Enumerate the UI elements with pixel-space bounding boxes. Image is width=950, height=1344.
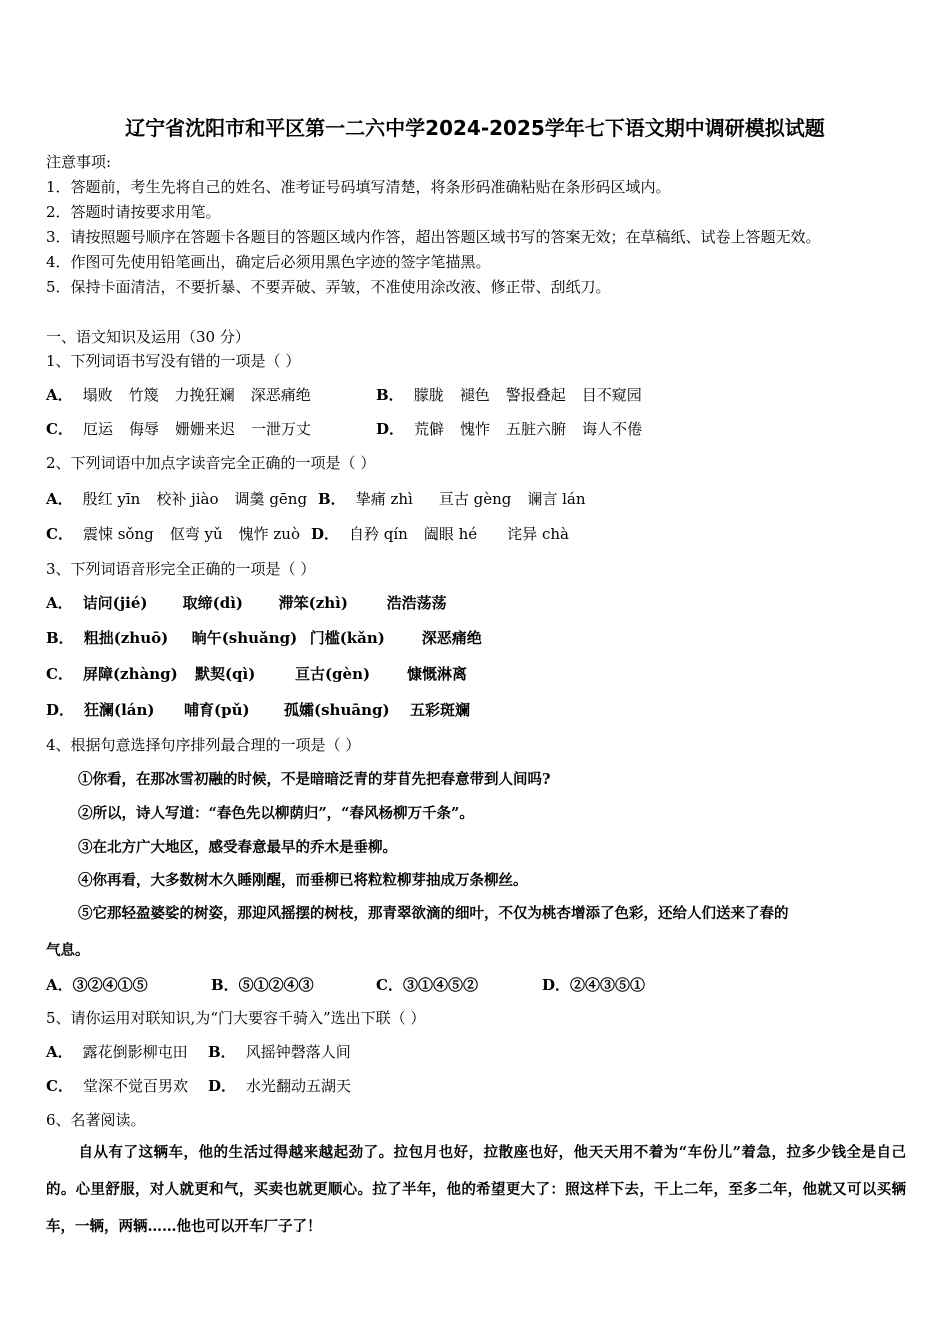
- question-2-stem: 2、下列词语中加点字读音完全正确的一项是（ ）: [46, 454, 376, 472]
- option-key: B．: [46, 629, 74, 647]
- option-key: D．: [376, 420, 405, 438]
- option-word: 塌败: [82, 386, 113, 404]
- option-word: 孤孀(shuāng): [284, 701, 390, 719]
- option-word: 校补 jiào: [156, 490, 219, 508]
- option-key: A．: [46, 1043, 73, 1061]
- passage-text: 自从有了这辆车，他的生活过得越来越起劲了。拉包月也好，拉散座也好，他天天用不着为“车份儿”着急，拉多少钱全是自己的。心里舒服，对人就更和气，买卖也就更顺心。拉了半年，他的希望更大了：照这样下去，干上二年，至多二年，他就又可以买辆车，一辆，两辆……他也可以开车厂子了！: [46, 1144, 906, 1235]
- option-word: 屏障(zhàng): [82, 665, 178, 683]
- sentence-4: ④你再看，大多数树木久睡刚醒，而垂柳已将粒粒柳芽抽成万条柳丝。: [78, 872, 528, 889]
- option-word: 谰言 lán: [527, 490, 586, 508]
- option-word: 调羹 gēng: [234, 490, 308, 508]
- option-text: 水光翻动五湖天: [246, 1077, 352, 1095]
- question-3-stem: 3、下列词语音形完全正确的一项是（ ）: [46, 560, 316, 578]
- option-text: 风摇钟磬落人间: [245, 1043, 351, 1061]
- option-word: 诲人不倦: [582, 420, 643, 438]
- option-key: D．: [46, 701, 75, 719]
- sentence-5-continued: 气息。: [46, 942, 90, 959]
- question-1-option-a: [46, 385, 327, 405]
- option-word: 姗姗来迟: [174, 420, 235, 438]
- question-5-option-b: [208, 1042, 351, 1062]
- option-word: 褪色: [459, 386, 490, 404]
- question-4-stem: 4、根据句意选择句序排列最合理的一项是（ ）: [46, 736, 361, 754]
- option-key: C．: [46, 665, 73, 683]
- notice-heading: 注意事项:: [46, 153, 112, 171]
- sentence-3: ③在北方广大地区，感受春意最早的乔木是垂柳。: [78, 839, 397, 856]
- notice-item: 3．请按照题号顺序在答题卡各题目的答题区域内作答，超出答题区域书写的答案无效；在草稿纸、试卷上答题无效。: [46, 228, 821, 246]
- question-1-option-b: [376, 385, 658, 405]
- reading-passage: [46, 1134, 906, 1245]
- notice-item: 5．保持卡面清洁，不要折暴、不要弄破、弄皱，不准使用涂改液、修正带、刮纸刀。: [46, 278, 611, 296]
- option-word: 默契(qì): [194, 665, 256, 683]
- question-1-option-d: [376, 419, 658, 439]
- option-word: 挚痛 zhì: [355, 490, 413, 508]
- option-word: 狂澜(lán): [84, 701, 155, 719]
- option-key: C．: [46, 1077, 73, 1095]
- question-4-option-d: D．②④③⑤①: [542, 976, 646, 994]
- option-word: 朦胧: [413, 386, 444, 404]
- question-1-option-c: [46, 419, 327, 439]
- option-word: 竹篾: [128, 386, 159, 404]
- option-key: D．: [208, 1077, 237, 1095]
- option-word: 粗拙(zhuō): [83, 629, 169, 647]
- question-5-stem: 5、请你运用对联知识,为“门大要容千骑入”选出下联（ ）: [46, 1009, 426, 1027]
- option-word: 哺育(pǔ): [184, 701, 250, 719]
- option-word: 取缔(dì): [182, 594, 244, 612]
- option-word: 诘问(jié): [82, 594, 148, 612]
- notice-item: 2．答题时请按要求用笔。: [46, 203, 221, 221]
- option-word: 自矜 qín: [349, 525, 408, 543]
- option-word: 诧异 chà: [507, 525, 569, 543]
- notice-item: 4．作图可先使用铅笔画出，确定后必须用黑色字迹的签字笔描黑。: [46, 253, 491, 271]
- option-key: C．: [46, 525, 73, 543]
- question-3-option-c: [46, 664, 467, 684]
- question-4-option-c: C．③①④⑤②: [376, 976, 478, 994]
- option-word: 亘古 gèng: [438, 490, 512, 508]
- option-word: 愧怍 zuò: [238, 525, 300, 543]
- question-4-option-a: A．③②④①⑤: [46, 976, 148, 994]
- question-4-option-b: B．⑤①②④③: [211, 976, 314, 994]
- section-heading: 一、语文知识及运用（30 分）: [46, 328, 250, 346]
- sentence-2: ②所以，诗人写道：“春色先以柳荫归”，“春风杨柳万千条”。: [78, 805, 474, 822]
- option-word: 殷红 yīn: [82, 490, 141, 508]
- question-3-option-d: [46, 700, 470, 720]
- option-word: 浩浩荡荡: [386, 594, 447, 612]
- question-1-stem: 1、下列词语书写没有错的一项是（ ）: [46, 352, 301, 370]
- question-2-option-a: [46, 489, 323, 509]
- option-word: 荒僻: [414, 420, 445, 438]
- option-word: 目不窥园: [581, 386, 642, 404]
- option-word: 愧怍: [460, 420, 491, 438]
- option-key: B．: [208, 1043, 236, 1061]
- option-word: 力挽狂斓: [174, 386, 235, 404]
- option-word: 门槛(kǎn): [309, 629, 385, 647]
- option-key: B．: [376, 386, 404, 404]
- option-word: 慷慨淋离: [406, 665, 467, 683]
- option-word: 阖眼 hé: [423, 525, 478, 543]
- question-6-stem: 6、名著阅读。: [46, 1111, 146, 1129]
- option-word: 五彩斑斓: [410, 701, 471, 719]
- question-5-option-d: [208, 1076, 351, 1096]
- option-text: 堂深不觉百男欢: [82, 1077, 188, 1095]
- option-word: 一泄万丈: [251, 420, 312, 438]
- option-word: 亘古(gèn): [294, 665, 371, 683]
- option-word: 侮辱: [128, 420, 159, 438]
- option-key: A．: [46, 594, 73, 612]
- option-key: B．: [318, 490, 346, 508]
- question-2-option-c: [46, 524, 316, 544]
- option-word: 厄运: [82, 420, 113, 438]
- question-5-option-a: [46, 1042, 188, 1062]
- option-word: 滞笨(zhì): [278, 594, 348, 612]
- question-3-option-b: [46, 628, 482, 648]
- option-word: 伛弯 yǔ: [169, 525, 223, 543]
- option-word: 晌午(shuǎng): [191, 629, 298, 647]
- sentence-5: ⑤它那轻盈婆娑的树姿，那迎风摇摆的树枝，那青翠欲滴的细叶，不仅为桃杏增添了色彩，还给人们送来了春的: [78, 905, 789, 922]
- option-word: 五脏六腑: [506, 420, 567, 438]
- option-key: D．: [311, 525, 340, 543]
- option-key: A．: [46, 490, 73, 508]
- option-key: C．: [46, 420, 73, 438]
- notice-item: 1．答题前，考生先将自己的姓名、准考证号码填写清楚，将条形码准确粘贴在条形码区域内。: [46, 178, 671, 196]
- question-3-option-a: [46, 593, 447, 613]
- option-word: 警报叠起: [505, 386, 566, 404]
- question-5-option-c: [46, 1076, 188, 1096]
- sentence-1: ①你看，在那冰雪初融的时候，不是暗暗泛青的芽苜先把春意带到人间吗?: [78, 771, 551, 788]
- question-2-option-d: [311, 524, 585, 544]
- option-word: 深恶痛绝: [250, 386, 311, 404]
- option-text: 露花倒影柳屯田: [82, 1043, 188, 1061]
- option-word: 震悚 sǒng: [82, 525, 154, 543]
- option-word: 深恶痛绝: [421, 629, 482, 647]
- option-key: A．: [46, 386, 73, 404]
- question-2-option-b: [318, 489, 602, 509]
- page-title: 辽宁省沈阳市和平区第一二六中学2024-2025学年七下语文期中调研模拟试题: [125, 116, 825, 140]
